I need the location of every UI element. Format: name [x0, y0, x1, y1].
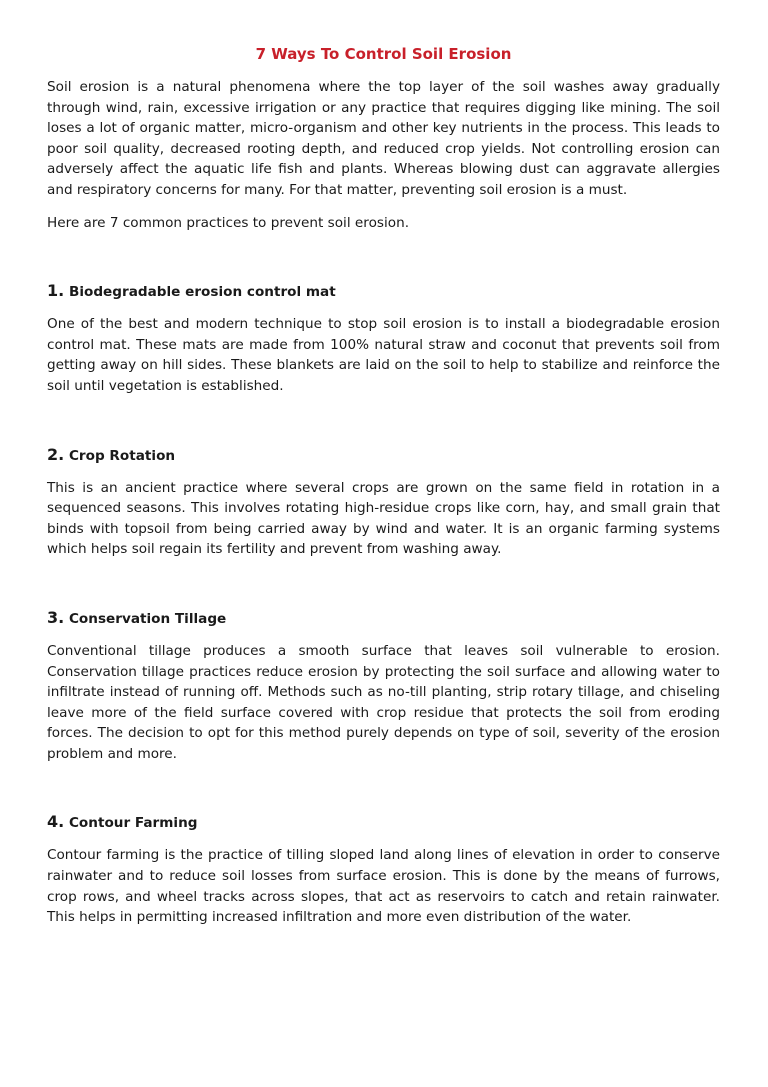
section-heading [47, 445, 720, 466]
section-number: 3. [47, 607, 65, 627]
section-body: Conventional tillage produces a smooth surface that leaves soil vulnerable to erosion. Conservation tillage practices reduce erosion by protecting the soil surface and allowing water to infiltrate instead of running off. Methods such as no-till planting, strip rotary tillage, and chiseling leave more of the field surface covered with crop residue that protects the soil from eroding forces. The decision to opt for this method purely depends on type of soil, severity of the erosion problem and more. [47, 642, 720, 762]
section-biodegradable-mat [47, 281, 720, 396]
section-number: 4. [47, 812, 65, 832]
section-heading-text: Conservation Tillage [68, 610, 227, 627]
section-crop-rotation [47, 445, 720, 560]
section-body: This is an ancient practice where several crops are grown on the same field in rotation in a sequenced seasons. This involves rotating high-residue crops like corn, hay, and small grain that binds with topsoil from being carried away by wind and water. It is an organic farming systems which helps soil regain its fertility and prevent from washing away. [47, 479, 720, 558]
section-number: 2. [47, 444, 65, 464]
document-title: 7 Ways To Control Soil Erosion [255, 45, 512, 63]
intro-summary: Here are 7 common practices to prevent soil erosion. [47, 214, 410, 231]
section-body: One of the best and modern technique to stop soil erosion is to install a biodegradable erosion control mat. These mats are made from 100% natural straw and coconut that prevents soil from getting away on hill sides. These blankets are laid on the soil to help to stabilize and reinforce the soil until vegetation is established. [47, 316, 720, 394]
section-heading-text: Contour Farming [68, 815, 198, 832]
section-heading [47, 812, 720, 833]
section-heading [47, 281, 720, 302]
section-heading [47, 608, 720, 629]
intro-paragraph: Soil erosion is a natural phenomena where the top layer of the soil washes away gradually through wind, rain, excessive irrigation or any practice that requires digging like mining. The soil loses a lot of organic matter, micro-organism and other key nutrients in the process. This leads to poor soil quality, decreased rooting depth, and reduced crop yields. Not controlling erosion can adversely affect the aquatic life fish and plants. Whereas blowing dust can aggravate allergies and respiratory concerns for many. For that matter, preventing soil erosion is a must. [47, 79, 720, 198]
section-contour-farming [47, 812, 720, 927]
section-body: Contour farming is the practice of tilling sloped land along lines of elevation in order to conserve rainwater and to reduce soil losses from surface erosion. This is done by the means of furrows, crop rows, and wheel tracks across slopes, that act as reservoirs to catch and retain rainwater. This helps in permitting increased infiltration and more even distribution of the water. [47, 847, 720, 926]
section-heading-text: Biodegradable erosion control mat [68, 284, 336, 301]
section-heading-text: Crop Rotation [68, 447, 176, 464]
section-conservation-tillage [47, 608, 720, 765]
section-number: 1. [47, 281, 65, 301]
